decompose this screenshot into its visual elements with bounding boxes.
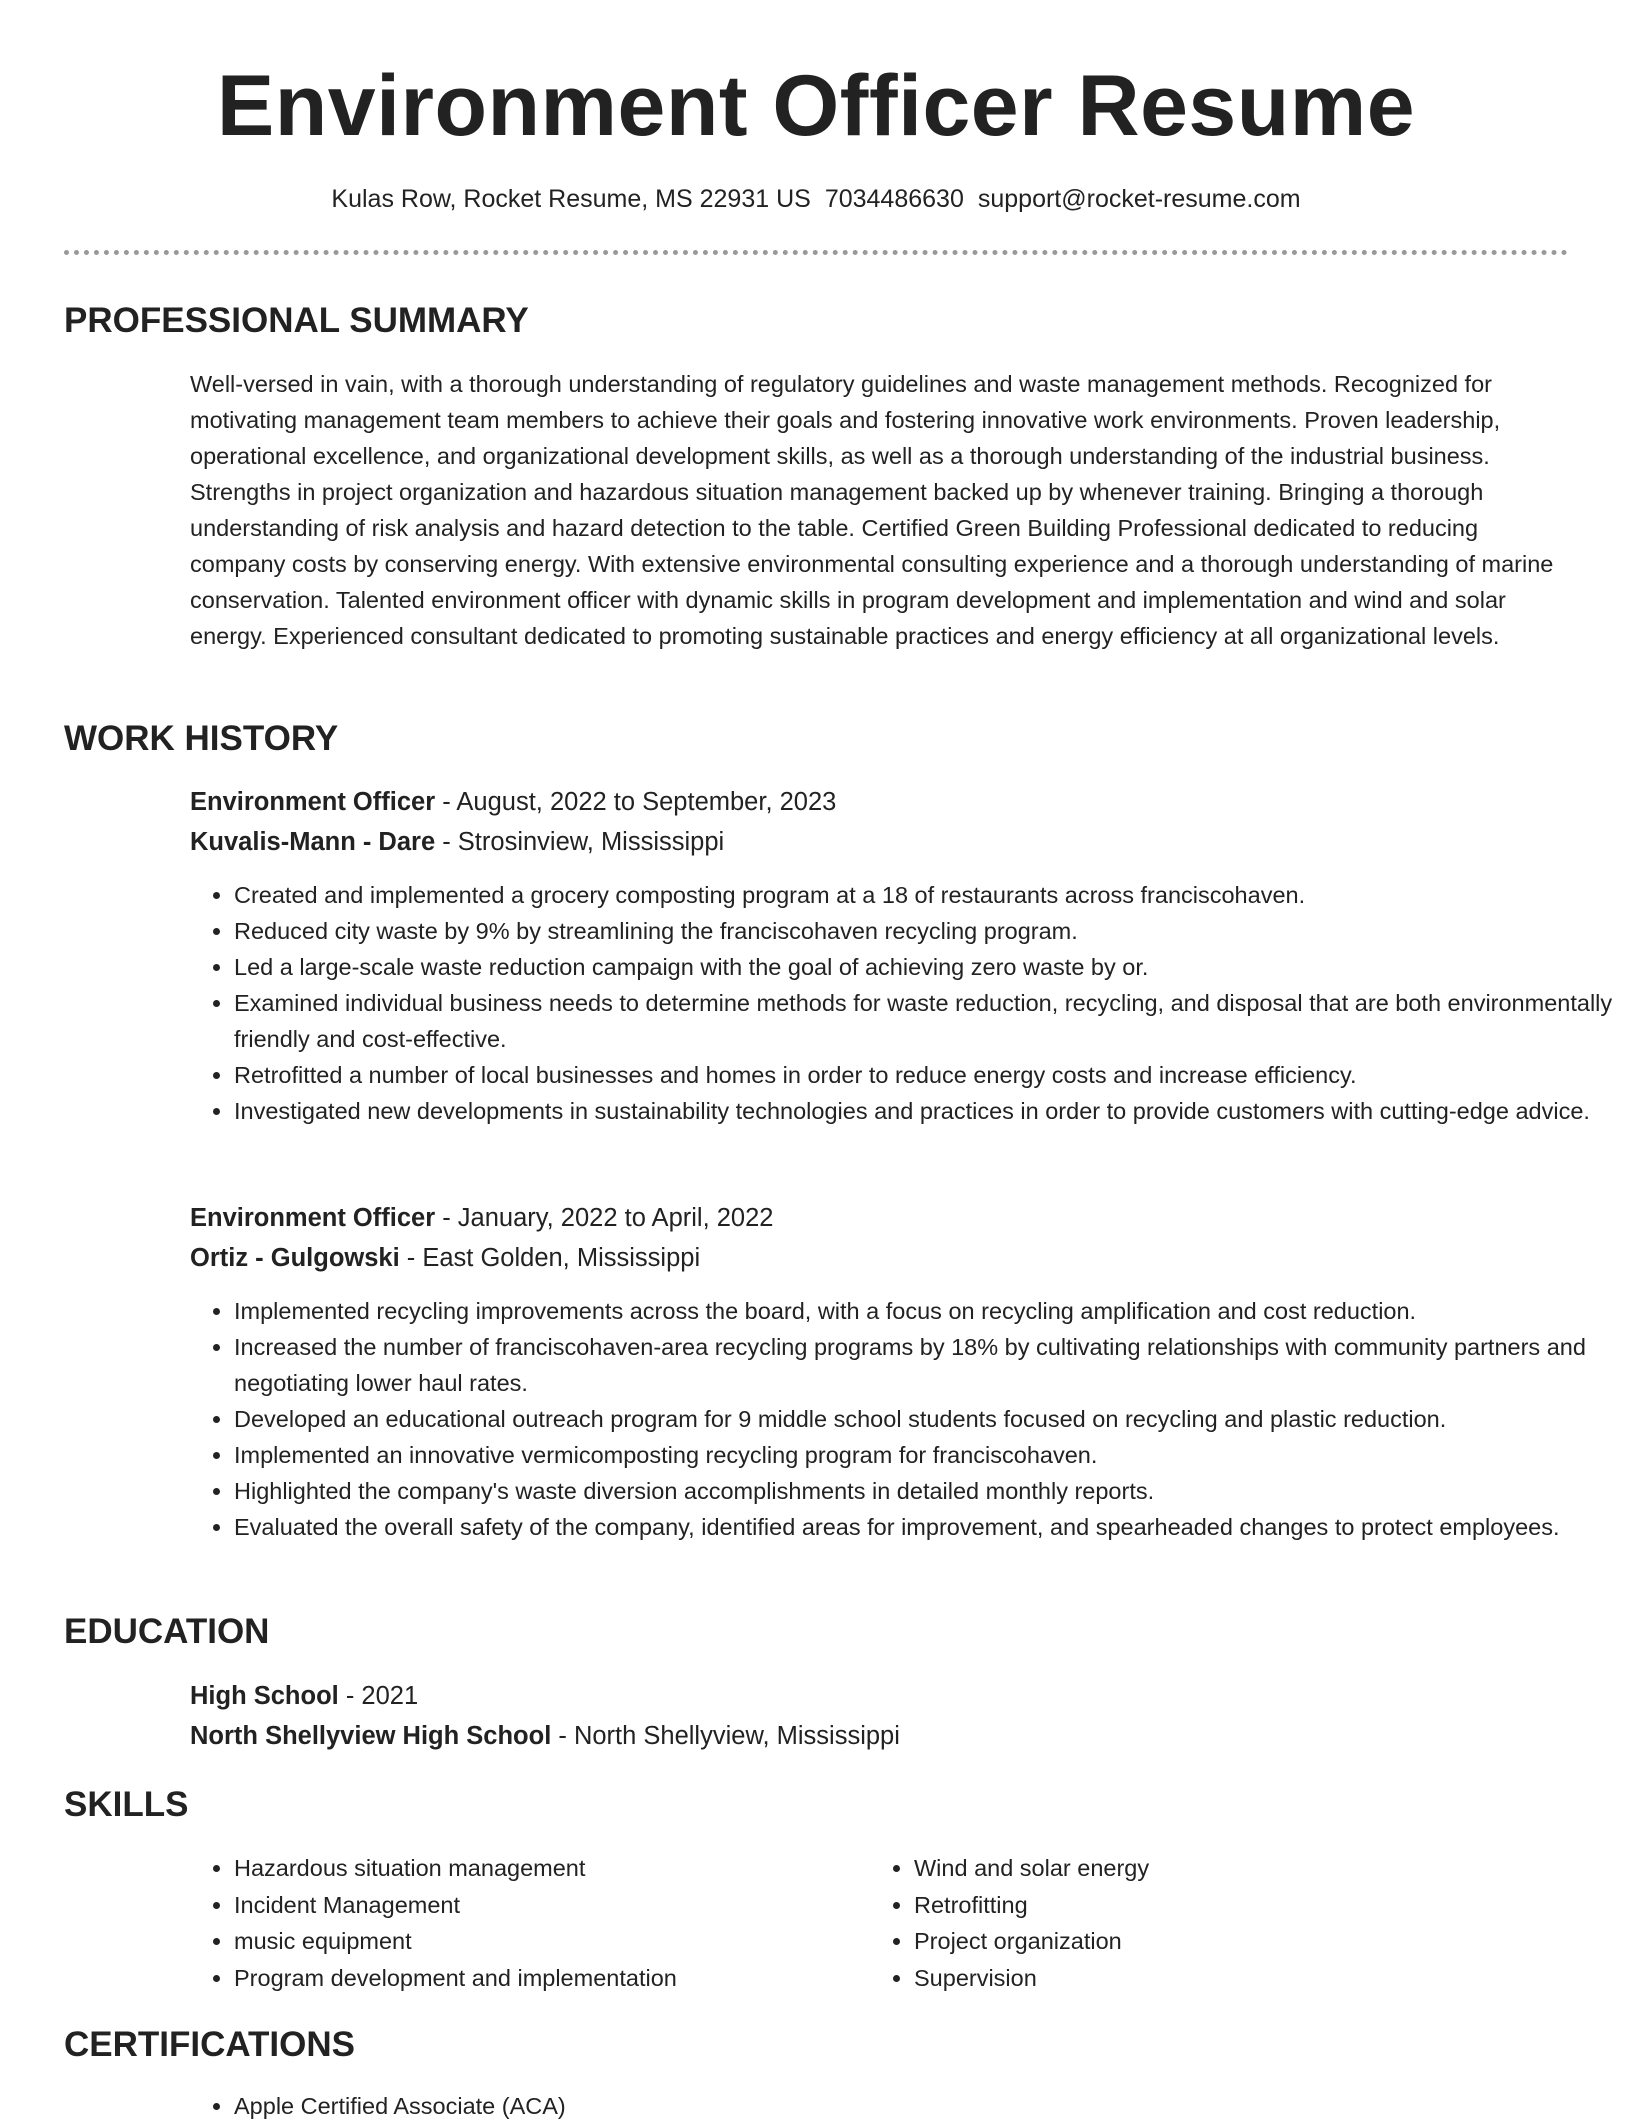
skill-item: • Hazardous situation management	[234, 1850, 874, 1887]
job-bullet: • Implemented recycling improvements across the board, with a focus on recycling amplification and cost reduction.	[234, 1293, 1614, 1329]
job-bullet: • Developed an educational outreach program for 9 middle school students focused on recycling and plastic reduction.	[234, 1401, 1614, 1437]
skills-list-right	[870, 1850, 1554, 1996]
summary-text: Well-versed in vain, with a thorough understanding of regulatory guidelines and waste management methods. Recognized for motivating management team members to achieve their goals and fostering innovative work environments. Proven leadership, operational excellence, and organizational development skills, as well as a thorough understanding of the industrial business. Strengths in project organization and hazardous situation management backed up by whenever training. Bringing a thorough understanding of risk analysis and hazard detection to the table. Certified Green Building Professional dedicated to reducing company costs by conserving energy. With extensive environmental consulting experience and a thorough understanding of marine conservation. Talented environment officer with dynamic skills in program development and implementation and wind and solar energy. Experienced consultant dedicated to promoting sustainable practices and energy efficiency at all organizational levels.	[190, 371, 1554, 649]
job-company: Ortiz - Gulgowski	[190, 1244, 400, 1272]
contact-phone: 7034486630	[824, 185, 964, 213]
job-bullet: • Examined individual business needs to determine methods for waste reduction, recycling, and disposal that are both environmentally friendly and cost-effective.	[234, 985, 1614, 1057]
education-location: - North Shellyview, Mississippi	[551, 1722, 900, 1750]
contact-address: Kulas Row, Rocket Resume, MS 22931 US	[331, 185, 811, 213]
job-dates: - August, 2022 to September, 2023	[435, 788, 837, 816]
certifications-list	[190, 2088, 1614, 2124]
certification-item: • Apple Certified Associate (ACA)	[234, 2088, 1614, 2124]
contact-line	[0, 183, 1632, 215]
summary-heading: PROFESSIONAL SUMMARY	[64, 301, 529, 340]
education-school: North Shellyview High School	[190, 1722, 552, 1750]
job-location: - East Golden, Mississippi	[399, 1244, 701, 1272]
job-bullet: • Retrofitted a number of local businesses and homes in order to reduce energy costs and increase efficiency.	[234, 1057, 1614, 1093]
job-bullet: • Evaluated the overall safety of the company, identified areas for improvement, and spearheaded changes to protect employees.	[234, 1509, 1614, 1545]
skill-item: • Wind and solar energy	[914, 1850, 1554, 1887]
education-year: - 2021	[338, 1682, 419, 1710]
job-title: Environment Officer	[190, 788, 436, 816]
skill-item: • Program development and implementation	[234, 1960, 874, 1997]
skill-item: • Supervision	[914, 1960, 1554, 1997]
job-bullet: • Reduced city waste by 9% by streamlining the franciscohaven recycling program.	[234, 913, 1614, 949]
job-bullets	[190, 877, 1614, 1129]
skill-item: • Incident Management	[234, 1887, 874, 1924]
job-bullet: • Investigated new developments in sustainability technologies and practices in order to provide customers with cutting-edge advice.	[234, 1093, 1614, 1129]
job-bullets	[190, 1293, 1614, 1545]
education-degree-line	[190, 1679, 418, 1713]
job-bullet: • Created and implemented a grocery composting program at a 18 of restaurants across franciscohaven.	[234, 877, 1614, 913]
job-company: Kuvalis-Mann - Dare	[190, 828, 436, 856]
resume-title: Environment Officer Resume	[216, 58, 1416, 154]
job-bullet: • Implemented an innovative vermicomposting recycling program for franciscohaven.	[234, 1437, 1614, 1473]
education-school-line	[190, 1719, 900, 1753]
contact-email: support@rocket-resume.com	[977, 185, 1301, 213]
skill-item: • Project organization	[914, 1923, 1554, 1960]
work-history-heading: WORK HISTORY	[64, 719, 339, 758]
header-divider	[64, 250, 1568, 255]
certifications-heading: CERTIFICATIONS	[64, 2025, 356, 2064]
skill-item: • music equipment	[234, 1923, 874, 1960]
job-title: Environment Officer	[190, 1204, 436, 1232]
skills-heading: SKILLS	[64, 1785, 189, 1824]
job-location: - Strosinview, Mississippi	[435, 828, 725, 856]
job-company-line	[190, 1241, 700, 1275]
job-bullet: • Increased the number of franciscohaven-area recycling programs by 18% by cultivating relationships with community partners and negotiating lower haul rates.	[234, 1329, 1614, 1401]
job-title-line	[190, 1201, 773, 1235]
job-company-line	[190, 825, 724, 859]
job-bullet: • Highlighted the company's waste diversion accomplishments in detailed monthly reports.	[234, 1473, 1614, 1509]
skills-list-left	[190, 1850, 874, 1996]
education-heading: EDUCATION	[64, 1612, 270, 1651]
job-bullet: • Led a large-scale waste reduction campaign with the goal of achieving zero waste by or.	[234, 949, 1614, 985]
job-dates: - January, 2022 to April, 2022	[435, 1204, 774, 1232]
skill-item: • Retrofitting	[914, 1887, 1554, 1924]
job-title-line	[190, 785, 836, 819]
education-degree: High School	[190, 1682, 339, 1710]
